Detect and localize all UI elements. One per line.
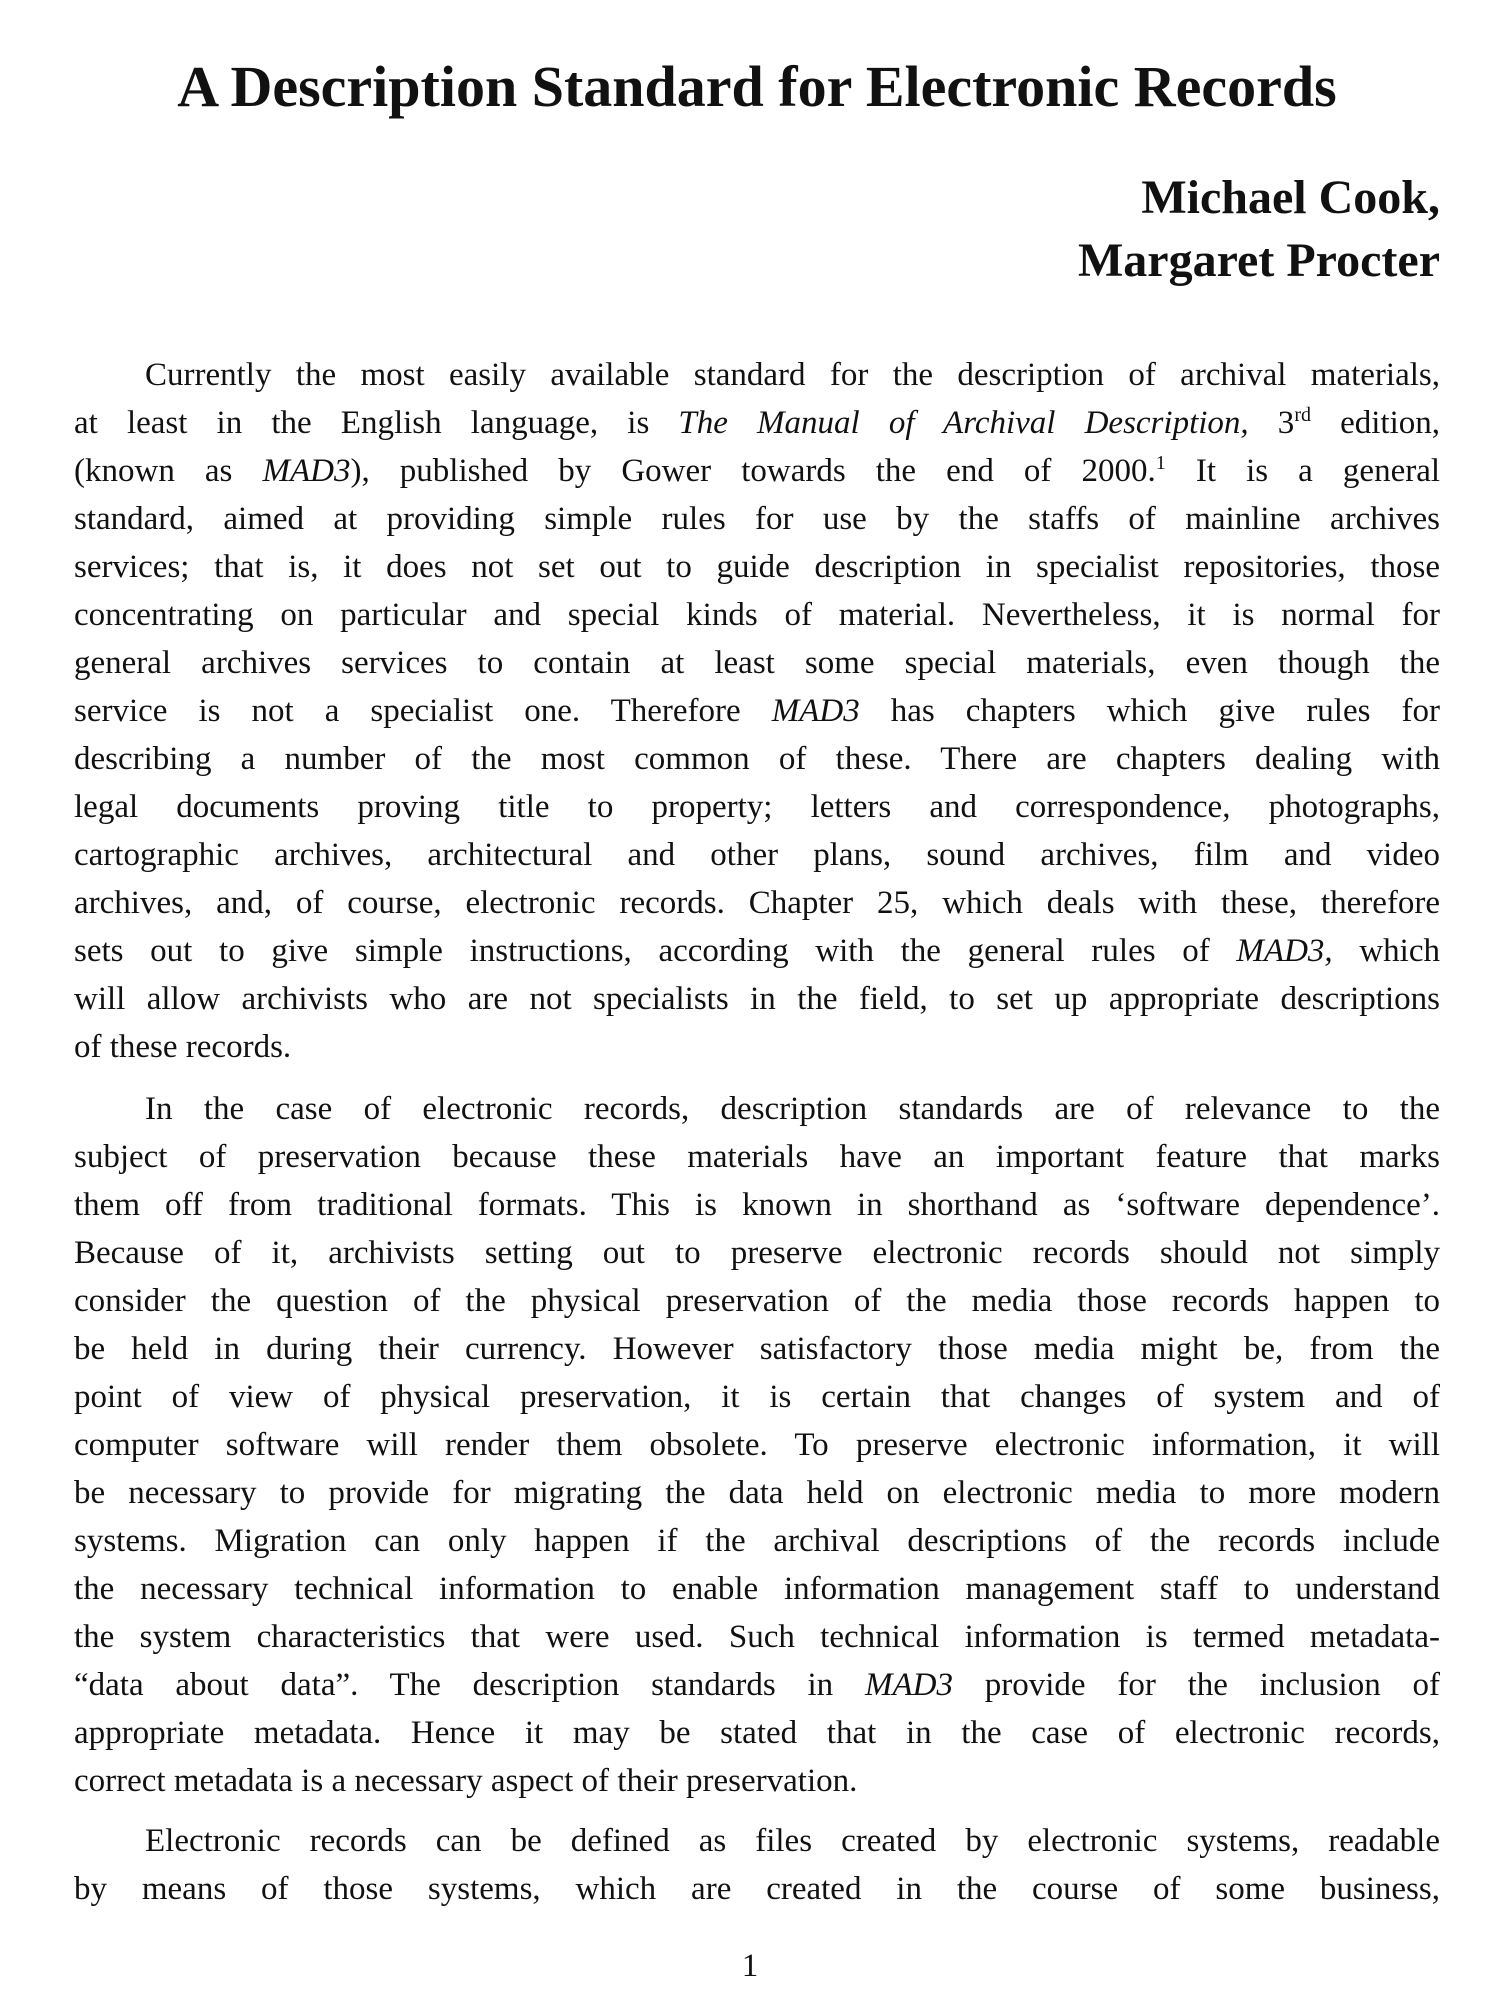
text-line bbox=[74, 495, 1440, 543]
text-run: be necessary to provide for migrating the data held on electronic media to more modern bbox=[74, 1475, 1440, 1511]
page-number: 1 bbox=[741, 1948, 759, 1984]
text-run: sets out to give simple instructions, according with the general rules of bbox=[74, 933, 1237, 969]
text-run: provide for the inclusion of bbox=[952, 1667, 1440, 1703]
text-line bbox=[74, 1325, 1440, 1373]
text-run: concentrating on particular and special kinds of material. Nevertheless, it is normal for bbox=[74, 597, 1440, 633]
text-run: the necessary technical information to enable information management staff to understand bbox=[74, 1571, 1440, 1607]
text-run: (known as bbox=[74, 453, 263, 489]
text-line bbox=[74, 1757, 1440, 1805]
text-run: “data about data”. The description standards in bbox=[74, 1667, 865, 1703]
text-line bbox=[74, 1817, 1440, 1865]
text-line bbox=[74, 927, 1440, 975]
text-line bbox=[74, 591, 1440, 639]
text-run: Because of it, archivists setting out to preserve electronic records should not simply bbox=[74, 1235, 1440, 1271]
text-line bbox=[74, 687, 1440, 735]
italic-text: MAD3, bbox=[1236, 933, 1333, 969]
text-line bbox=[74, 639, 1440, 687]
superscript: rd bbox=[1294, 404, 1311, 426]
text-run: general archives services to contain at least some special materials, even though the bbox=[74, 645, 1440, 681]
text-line bbox=[74, 783, 1440, 831]
text-run: 3 bbox=[1248, 405, 1295, 441]
body-paragraph bbox=[74, 1085, 1440, 1805]
italic-text: MAD3 bbox=[771, 693, 860, 729]
text-run: standard, aimed at providing simple rules for use by the staffs of mainline archives bbox=[74, 501, 1440, 537]
text-run: correct metadata is a necessary aspect of their preservation. bbox=[74, 1763, 858, 1799]
body-paragraph bbox=[74, 1817, 1440, 1913]
document-title: A Description Standard for Electronic Records bbox=[177, 54, 1337, 119]
text-line bbox=[74, 1277, 1440, 1325]
text-line bbox=[74, 399, 1440, 447]
text-line bbox=[74, 1865, 1440, 1913]
text-line bbox=[74, 975, 1440, 1023]
text-run: Electronic records can be defined as files created by electronic systems, readable bbox=[145, 1823, 1440, 1859]
text-run: systems. Migration can only happen if the archival descriptions of the records include bbox=[74, 1523, 1440, 1559]
text-line bbox=[74, 1373, 1440, 1421]
text-line bbox=[74, 1229, 1440, 1277]
author-name: Margaret Procter bbox=[1078, 234, 1440, 287]
text-line bbox=[74, 1517, 1440, 1565]
text-line bbox=[74, 1133, 1440, 1181]
text-run: legal documents proving title to property; letters and correspondence, photographs, bbox=[74, 789, 1440, 825]
text-run: It is a general bbox=[1165, 453, 1441, 489]
text-line bbox=[74, 1181, 1440, 1229]
text-run: cartographic archives, architectural and other plans, sound archives, film and video bbox=[74, 837, 1440, 873]
text-line bbox=[74, 1613, 1440, 1661]
text-run: In the case of electronic records, description standards are of relevance to the bbox=[145, 1091, 1440, 1127]
text-run: edition, bbox=[1310, 405, 1441, 441]
text-line bbox=[74, 351, 1440, 399]
text-run: of these records. bbox=[74, 1029, 292, 1065]
text-run: computer software will render them obsolete. To preserve electronic information, it will bbox=[74, 1427, 1440, 1463]
text-run: point of view of physical preservation, it is certain that changes of system and of bbox=[74, 1379, 1440, 1415]
text-line bbox=[74, 1023, 1440, 1071]
text-run: them off from traditional formats. This is known in shorthand as ‘software dependence’. bbox=[74, 1187, 1440, 1223]
text-run: be held in during their currency. However satisfactory those media might be, from the bbox=[74, 1331, 1440, 1367]
text-run: has chapters which give rules for bbox=[859, 693, 1440, 729]
text-line bbox=[74, 1085, 1440, 1133]
superscript: 1 bbox=[1155, 452, 1166, 474]
text-run: describing a number of the most common of these. There are chapters dealing with bbox=[74, 741, 1440, 777]
text-line bbox=[74, 879, 1440, 927]
text-run: appropriate metadata. Hence it may be stated that in the case of electronic records, bbox=[74, 1715, 1440, 1751]
author-name: Michael Cook, bbox=[1141, 171, 1440, 224]
text-run: which bbox=[1332, 933, 1440, 969]
text-run: archives, and, of course, electronic records. Chapter 25, which deals with these, therefore bbox=[74, 885, 1440, 921]
text-line bbox=[74, 1661, 1440, 1709]
italic-text: MAD3 bbox=[864, 1667, 953, 1703]
text-run: Currently the most easily available standard for the description of archival materials, bbox=[145, 357, 1440, 393]
body-paragraph bbox=[74, 351, 1440, 1071]
text-line bbox=[74, 1709, 1440, 1757]
text-line bbox=[74, 831, 1440, 879]
text-line bbox=[74, 1565, 1440, 1613]
text-run: subject of preservation because these materials have an important feature that marks bbox=[74, 1139, 1440, 1175]
text-line bbox=[74, 543, 1440, 591]
italic-text: MAD3 bbox=[262, 453, 351, 489]
text-run: consider the question of the physical preservation of the media those records happen to bbox=[74, 1283, 1440, 1319]
text-run: the system characteristics that were used. Such technical information is termed metadata- bbox=[74, 1619, 1440, 1655]
text-line bbox=[74, 447, 1440, 495]
text-run: service is not a specialist one. Therefore bbox=[74, 693, 772, 729]
text-run: services; that is, it does not set out to guide description in specialist repositories, those bbox=[74, 549, 1440, 585]
text-line bbox=[74, 735, 1440, 783]
text-line bbox=[74, 1469, 1440, 1517]
italic-text: The Manual of Archival Description, bbox=[678, 405, 1249, 441]
text-run: at least in the English language, is bbox=[74, 405, 679, 441]
text-run: ), published by Gower towards the end of 2000. bbox=[350, 453, 1156, 489]
text-run: by means of those systems, which are created in the course of some business, bbox=[74, 1871, 1440, 1907]
text-line bbox=[74, 1421, 1440, 1469]
text-run: will allow archivists who are not specialists in the field, to set up appropriate descriptions bbox=[74, 981, 1440, 1017]
